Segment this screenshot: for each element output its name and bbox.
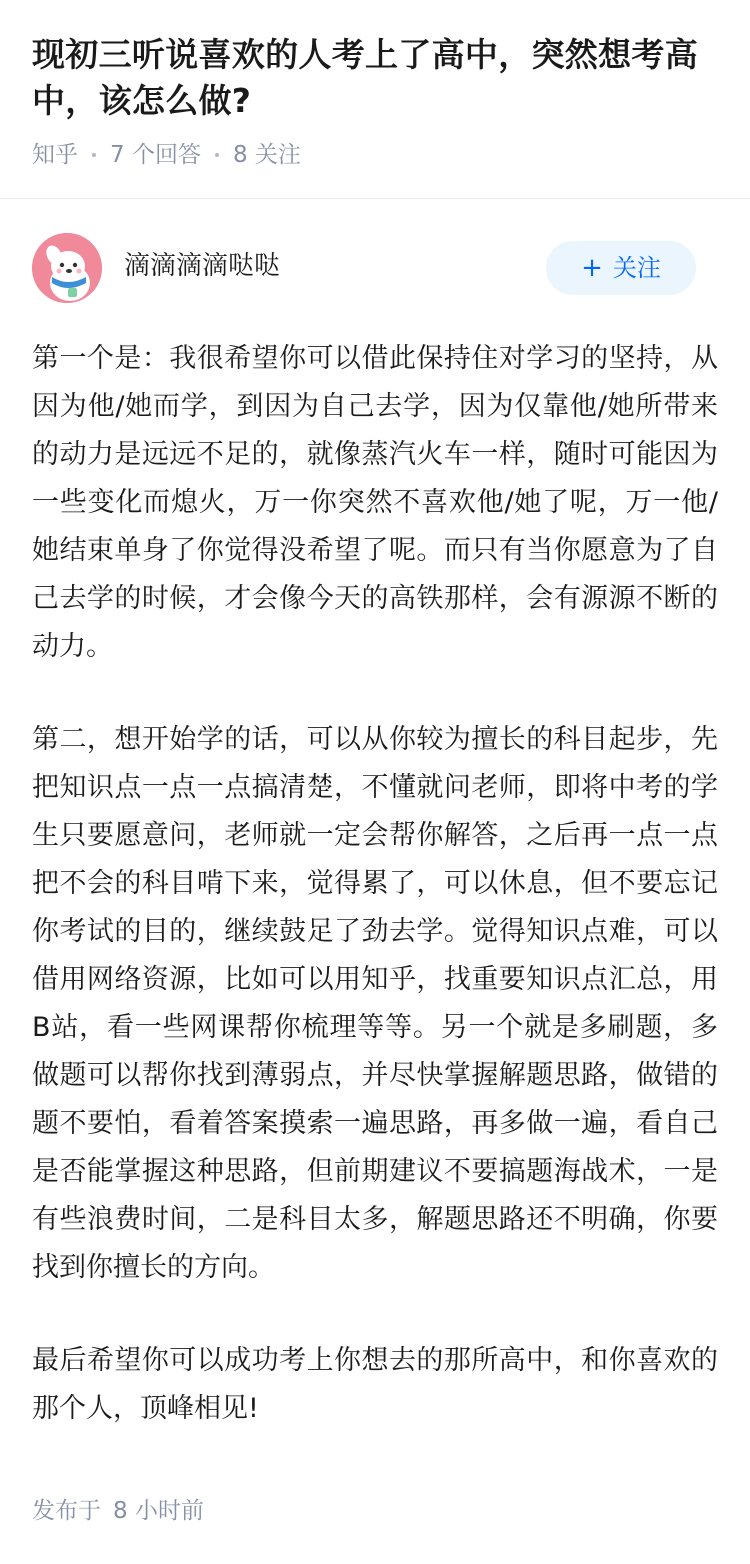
source-label[interactable]: 知乎 — [32, 142, 78, 168]
dog-avatar-icon — [32, 233, 102, 303]
answer-paragraph: 最后希望你可以成功考上你想去的那所高中，和你喜欢的那个人，顶峰相见! — [32, 1345, 718, 1424]
question-meta — [32, 138, 718, 172]
follow-label: 关注 — [612, 254, 661, 282]
question-header — [0, 0, 750, 172]
answer-content — [32, 335, 718, 1433]
answer-card — [0, 233, 750, 1433]
follow-button[interactable] — [546, 241, 696, 295]
author-name[interactable]: 滴滴滴滴哒哒 — [124, 251, 281, 281]
answer-paragraph: 第二，想开始学的话，可以从你较为擅长的科目起步，先把知识点一点一点搞清楚，不懂就问老师，即将中考的学生只要愿意问，老师就一定会帮你解答，之后再一点一点把不会的科目啃下来，觉得累了，可以休息，但不要忘记你考试的目的，继续鼓足了劲去学。觉得知识点难，可以借用网络资源，比如可以用知乎，找重要知识点汇总，用B站，看一些网课帮你梳理等等。另一个就是多刷题，多做题可以帮你找到薄弱点，并尽快掌握解题思路，做错的题不要怕，看着答案摸索一遍思路，再多做一遍，看自己是否能掌握这种思路，但前期建议不要搞题海战术，一是有些浪费时间，二是科目太多，解题思路还不明确，你要找到你擅长的方向。 — [32, 724, 718, 1283]
answer-publish-time — [32, 1494, 216, 1528]
meta-separator-dot — [215, 153, 219, 157]
author-row — [32, 233, 718, 303]
avatar[interactable] — [32, 233, 102, 303]
answer-paragraph: 第一个是：我很希望你可以借此保持住对学习的坚持，从因为他/她而学，到因为自己去学，因为仅靠他/她所带来的动力是远远不足的，就像蒸汽火车一样，随时可能因为一些变化而熄火，万一你突然不喜欢他/她了呢，万一他/她结束单身了你觉得没希望了呢。而只有当你愿意为了自己去学的时候，才会像今天的高铁那样，会有源源不断的动力。 — [32, 343, 718, 662]
plus-icon: + — [581, 253, 603, 283]
answers-count[interactable]: 7 个回答 — [110, 142, 201, 168]
section-divider — [0, 198, 750, 199]
question-title[interactable]: 现初三听说喜欢的人考上了高中，突然想考高中，该怎么做? — [32, 35, 698, 120]
published-label: 发布于 — [32, 1498, 101, 1524]
followers-count[interactable]: 8 关注 — [232, 142, 301, 168]
published-time: 8 小时前 — [113, 1498, 204, 1524]
meta-separator-dot — [92, 153, 96, 157]
